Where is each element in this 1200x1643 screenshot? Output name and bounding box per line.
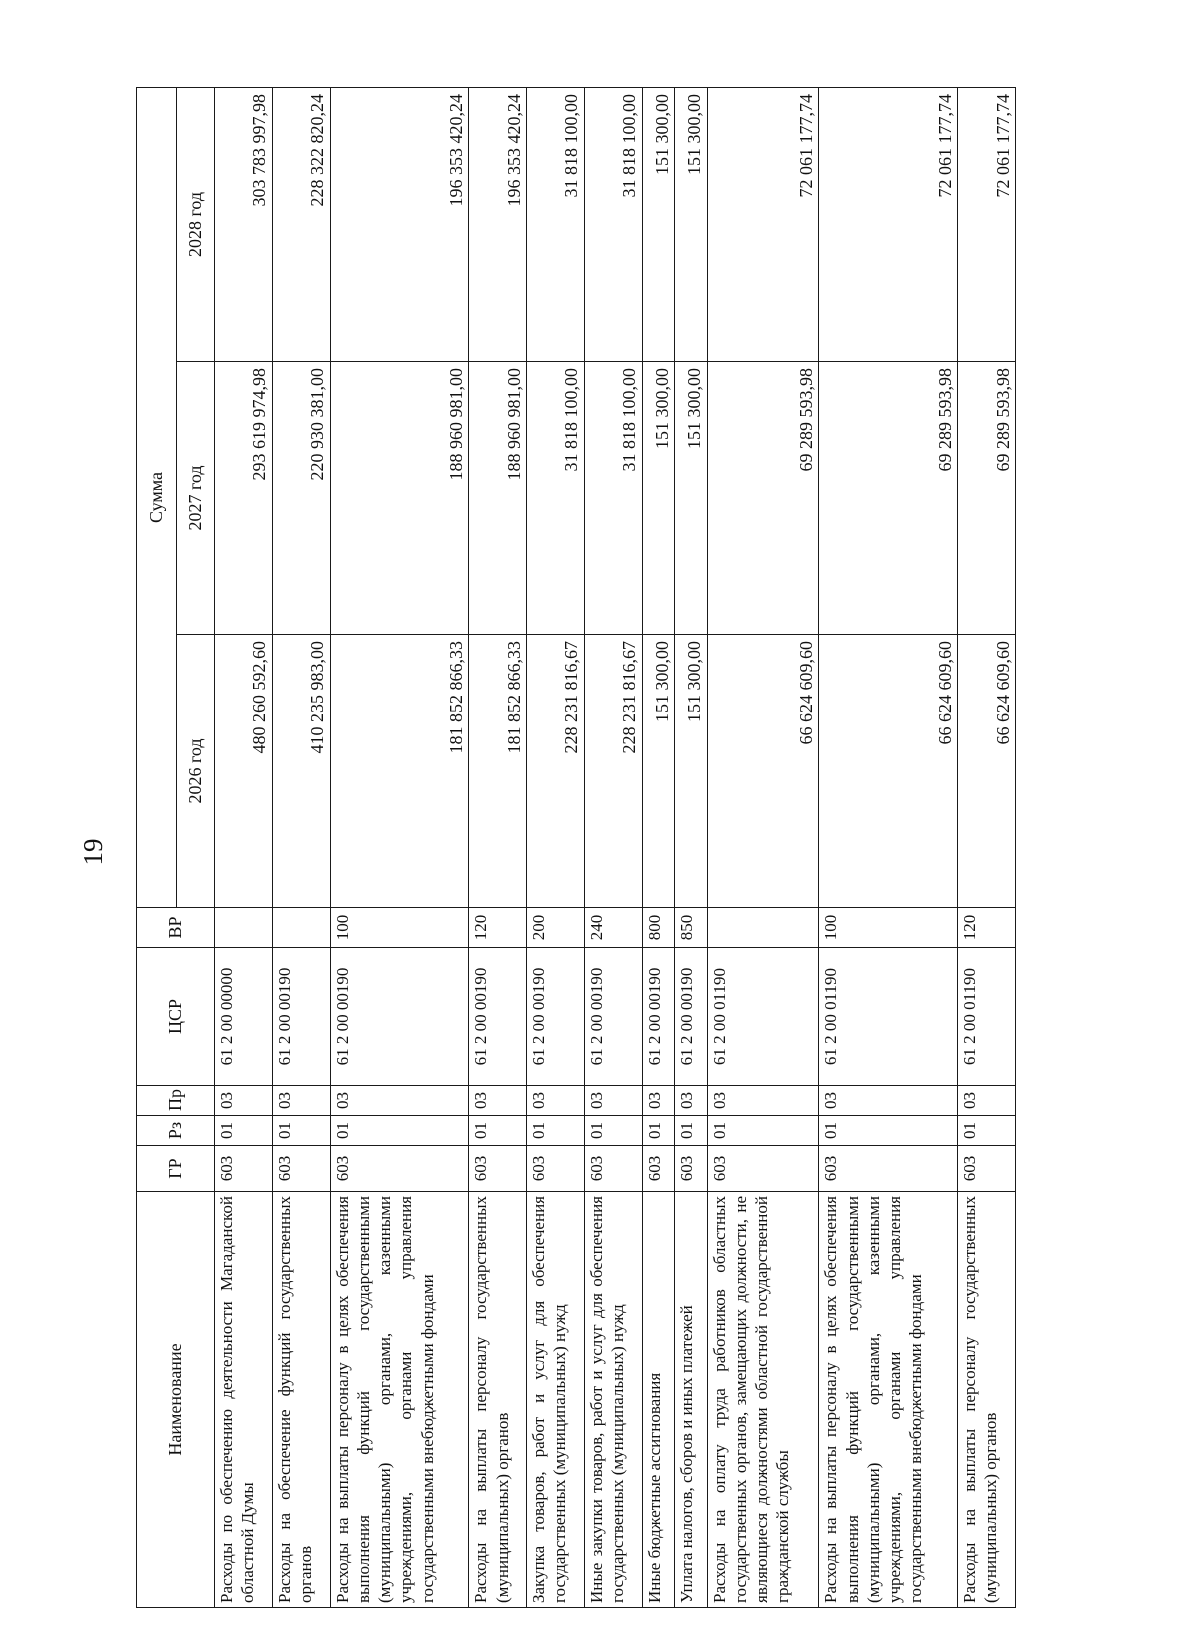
- row-gr: 603: [707, 1146, 819, 1192]
- row-gr: 603: [469, 1146, 527, 1192]
- row-amount-2028: 72 061 177,74: [958, 87, 1016, 361]
- row-amount-2027: 151 300,00: [675, 362, 707, 635]
- row-amount-2027: 188 960 981,00: [469, 362, 527, 635]
- row-amount-2027: 69 289 593,98: [958, 362, 1016, 635]
- row-amount-2026: 181 852 866,33: [330, 635, 469, 908]
- row-gr: 603: [584, 1146, 642, 1192]
- row-name: Расходы по обеспечению деятельности Магаданской областной Думы: [215, 1192, 273, 1608]
- row-csr: 61 2 00 00190: [584, 948, 642, 1086]
- table-row: [272, 87, 330, 1607]
- row-amount-2027: 188 960 981,00: [330, 362, 469, 635]
- row-gr: 603: [675, 1146, 707, 1192]
- row-amount-2028: 31 818 100,00: [584, 87, 642, 361]
- table-row: [527, 87, 585, 1607]
- row-csr: 61 2 00 01190: [707, 948, 819, 1086]
- row-rz: 01: [330, 1116, 469, 1146]
- row-name: Иные бюджетные ассигнования: [642, 1192, 674, 1608]
- row-amount-2027: 31 818 100,00: [527, 362, 585, 635]
- row-csr: 61 2 00 01190: [958, 948, 1016, 1086]
- table-header: [137, 87, 215, 1607]
- row-vr: 120: [958, 908, 1016, 948]
- row-name: Расходы на выплаты персоналу в целях обеспечения выполнения функций государственными (муниципальными) органами, казенными учреждениями, органами управления государственными внебюджетными фондами: [819, 1192, 958, 1608]
- row-csr: 61 2 00 00190: [642, 948, 674, 1086]
- header-pr: Пр: [137, 1086, 215, 1116]
- row-vr: 200: [527, 908, 585, 948]
- row-vr: [707, 908, 819, 948]
- row-amount-2028: 151 300,00: [675, 87, 707, 361]
- row-name: Уплата налогов, сборов и иных платежей: [675, 1192, 707, 1608]
- row-name: Расходы на выплаты персоналу государственных (муниципальных) органов: [958, 1192, 1016, 1608]
- header-rz: Рз: [137, 1116, 215, 1146]
- row-pr: 03: [330, 1086, 469, 1116]
- row-pr: 03: [527, 1086, 585, 1116]
- row-amount-2026: 228 231 816,67: [584, 635, 642, 908]
- budget-table: [136, 87, 1016, 1608]
- row-vr: 120: [469, 908, 527, 948]
- row-amount-2028: 303 783 997,98: [215, 87, 273, 361]
- row-name: Расходы на обеспечение функций государственных органов: [272, 1192, 330, 1608]
- row-pr: 03: [675, 1086, 707, 1116]
- header-year-2026: 2026 год: [177, 635, 215, 908]
- row-gr: 603: [527, 1146, 585, 1192]
- row-pr: 03: [819, 1086, 958, 1116]
- row-amount-2027: 220 930 381,00: [272, 362, 330, 635]
- header-csr: ЦСР: [137, 948, 215, 1086]
- row-csr: 61 2 00 00190: [330, 948, 469, 1086]
- budget-table-container: [136, 88, 1016, 1608]
- row-pr: 03: [707, 1086, 819, 1116]
- row-gr: 603: [330, 1146, 469, 1192]
- row-name: Расходы на оплату труда работников областных государственных органов, замещающих должности, не являющиеся должностями областной государственной гражданской службы: [707, 1192, 819, 1608]
- row-csr: 61 2 00 00190: [272, 948, 330, 1086]
- row-rz: 01: [675, 1116, 707, 1146]
- row-csr: 61 2 00 01190: [819, 948, 958, 1086]
- row-amount-2026: 228 231 816,67: [527, 635, 585, 908]
- row-pr: 03: [642, 1086, 674, 1116]
- row-amount-2027: 69 289 593,98: [707, 362, 819, 635]
- row-rz: 01: [707, 1116, 819, 1146]
- row-amount-2028: 31 818 100,00: [527, 87, 585, 361]
- row-amount-2027: 151 300,00: [642, 362, 674, 635]
- table-row: [215, 87, 273, 1607]
- row-name: Расходы на выплаты персоналу государственных (муниципальных) органов: [469, 1192, 527, 1608]
- row-gr: 603: [272, 1146, 330, 1192]
- row-gr: 603: [819, 1146, 958, 1192]
- row-rz: 01: [819, 1116, 958, 1146]
- row-rz: 01: [527, 1116, 585, 1146]
- header-year-2028: 2028 год: [177, 87, 215, 361]
- row-amount-2027: 31 818 100,00: [584, 362, 642, 635]
- row-amount-2028: 151 300,00: [642, 87, 674, 361]
- row-amount-2028: 72 061 177,74: [707, 87, 819, 361]
- table-row: [642, 87, 674, 1607]
- row-vr: 240: [584, 908, 642, 948]
- row-name: Расходы на выплаты персоналу в целях обеспечения выполнения функций государственными (муниципальными) органами, казенными учреждениями, органами управления государственными внебюджетными фондами: [330, 1192, 469, 1608]
- row-vr: 850: [675, 908, 707, 948]
- row-rz: 01: [215, 1116, 273, 1146]
- table-row: [675, 87, 707, 1607]
- table-row: [958, 87, 1016, 1607]
- row-pr: 03: [272, 1086, 330, 1116]
- row-vr: 800: [642, 908, 674, 948]
- row-pr: 03: [958, 1086, 1016, 1116]
- header-vr: ВР: [137, 908, 215, 948]
- row-csr: 61 2 00 00000: [215, 948, 273, 1086]
- row-amount-2028: 196 353 420,24: [330, 87, 469, 361]
- row-rz: 01: [469, 1116, 527, 1146]
- row-amount-2026: 181 852 866,33: [469, 635, 527, 908]
- row-amount-2026: 151 300,00: [642, 635, 674, 908]
- page-number: 19: [78, 838, 108, 866]
- row-vr: 100: [330, 908, 469, 948]
- header-gr: ГР: [137, 1146, 215, 1192]
- row-csr: 61 2 00 00190: [469, 948, 527, 1086]
- row-amount-2026: 66 624 609,60: [958, 635, 1016, 908]
- row-gr: 603: [215, 1146, 273, 1192]
- header-name: Наименование: [137, 1192, 215, 1608]
- row-name: Иные закупки товаров, работ и услуг для обеспечения государственных (муниципальных) нужд: [584, 1192, 642, 1608]
- row-rz: 01: [584, 1116, 642, 1146]
- table-body: [215, 87, 1016, 1607]
- row-csr: 61 2 00 00190: [675, 948, 707, 1086]
- row-vr: [215, 908, 273, 948]
- row-name: Закупка товаров, работ и услуг для обеспечения государственных (муниципальных) нужд: [527, 1192, 585, 1608]
- row-amount-2027: 69 289 593,98: [819, 362, 958, 635]
- row-amount-2028: 72 061 177,74: [819, 87, 958, 361]
- table-row: [819, 87, 958, 1607]
- row-gr: 603: [642, 1146, 674, 1192]
- row-amount-2026: 66 624 609,60: [819, 635, 958, 908]
- row-amount-2026: 66 624 609,60: [707, 635, 819, 908]
- row-amount-2026: 410 235 983,00: [272, 635, 330, 908]
- row-vr: [272, 908, 330, 948]
- row-pr: 03: [215, 1086, 273, 1116]
- row-amount-2026: 480 260 592,60: [215, 635, 273, 908]
- row-pr: 03: [469, 1086, 527, 1116]
- row-rz: 01: [958, 1116, 1016, 1146]
- row-pr: 03: [584, 1086, 642, 1116]
- row-rz: 01: [272, 1116, 330, 1146]
- table-row: [330, 87, 469, 1607]
- row-gr: 603: [958, 1146, 1016, 1192]
- table-row: [469, 87, 527, 1607]
- row-amount-2027: 293 619 974,98: [215, 362, 273, 635]
- table-row: [584, 87, 642, 1607]
- row-rz: 01: [642, 1116, 674, 1146]
- row-amount-2028: 196 353 420,24: [469, 87, 527, 361]
- row-amount-2026: 151 300,00: [675, 635, 707, 908]
- row-amount-2028: 228 322 820,24: [272, 87, 330, 361]
- row-csr: 61 2 00 00190: [527, 948, 585, 1086]
- row-vr: 100: [819, 908, 958, 948]
- header-sum: Сумма: [137, 87, 177, 907]
- table-row: [707, 87, 819, 1607]
- header-year-2027: 2027 год: [177, 362, 215, 635]
